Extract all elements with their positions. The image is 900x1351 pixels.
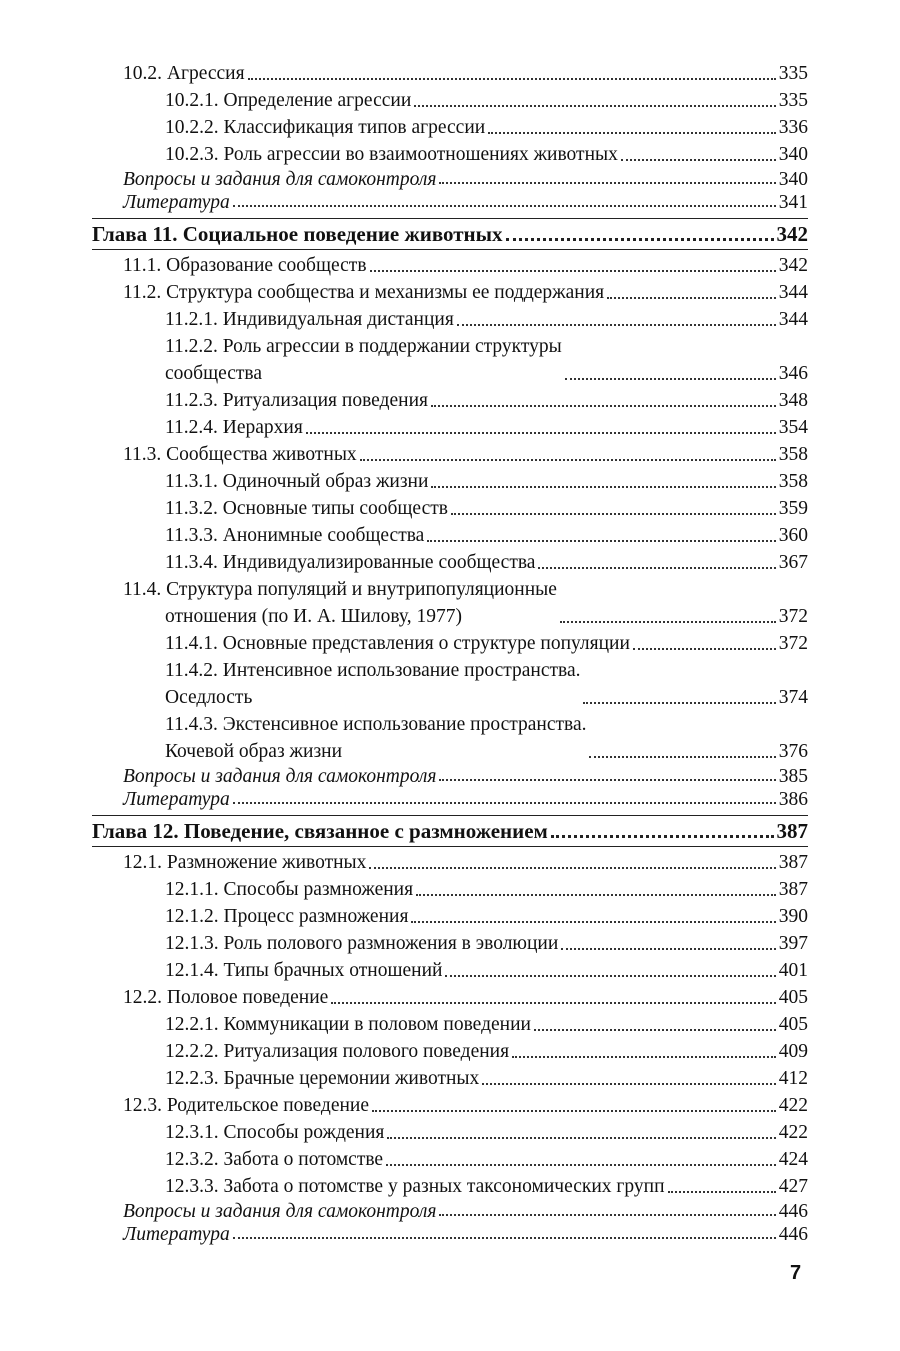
dot-leader	[372, 1110, 776, 1112]
toc-entry-12-2-2[interactable]	[92, 1038, 808, 1065]
toc-entry-12-2-1[interactable]	[92, 1011, 808, 1038]
toc-entry-page: 344	[778, 282, 808, 303]
dot-leader	[360, 459, 776, 461]
dot-leader	[534, 1029, 776, 1031]
toc-entry-10-2-1[interactable]	[92, 87, 808, 114]
toc-entry-page: 348	[778, 390, 808, 411]
toc-entry-11-4[interactable]	[92, 576, 808, 630]
toc-entry-title	[165, 711, 586, 765]
toc-entry-page: 422	[778, 1095, 808, 1116]
toc-entry-title: Вопросы и задания для самоконтроля	[123, 1201, 437, 1222]
toc-entry-page: 409	[778, 1041, 808, 1062]
toc-entry-page: 336	[778, 117, 808, 138]
toc-entry-page: 376	[778, 741, 808, 762]
toc-entry-12-1[interactable]	[92, 849, 808, 876]
toc-entry-page: 340	[778, 169, 808, 190]
toc-entry-page: 372	[778, 633, 808, 654]
toc-entry-page: 346	[778, 363, 808, 384]
toc-entry-title: 11.1. Образование сообществ	[123, 255, 367, 276]
dot-leader	[414, 105, 775, 107]
toc-entry-12-1-1[interactable]	[92, 876, 808, 903]
dot-leader	[248, 78, 776, 80]
toc-entry-11-3-4[interactable]	[92, 549, 808, 576]
toc-entry-literature-12[interactable]	[92, 1223, 808, 1246]
toc-entry-12-2-3[interactable]	[92, 1065, 808, 1092]
toc-entry-title: 11.2. Структура сообщества и механизмы ее поддержания	[123, 282, 605, 303]
toc-entry-page: 401	[778, 960, 808, 981]
dot-leader	[488, 132, 776, 134]
toc-entry-title: 10.2.1. Определение агрессии	[165, 90, 412, 111]
toc-entry-title: 11.3.1. Одиночный образ жизни	[165, 471, 429, 492]
toc-entry-page: 422	[778, 1122, 808, 1143]
toc-entry-page: 341	[778, 192, 808, 213]
toc-entry-page: 397	[778, 933, 808, 954]
toc-entry-page: 342	[778, 255, 808, 276]
dot-leader	[331, 1002, 775, 1004]
toc-entry-11-3-1[interactable]	[92, 468, 808, 495]
toc-entry-11-3-3[interactable]	[92, 522, 808, 549]
toc-entry-questions-11[interactable]	[92, 765, 808, 788]
toc-entry-10-2-2[interactable]	[92, 114, 808, 141]
toc-chapter-12[interactable]	[92, 815, 808, 847]
toc-entry-title: 12.1.1. Способы размножения	[165, 879, 414, 900]
toc-entry-title: 10.2.2. Классификация типов агрессии	[165, 117, 486, 138]
dot-leader	[445, 975, 775, 977]
toc-entry-title: 10.2.3. Роль агрессии во взаимоотношениях животных	[165, 144, 618, 165]
toc-entry-page: 340	[778, 144, 808, 165]
dot-leader	[565, 378, 776, 380]
dot-leader	[512, 1056, 776, 1058]
dot-leader	[369, 867, 775, 869]
toc-entry-title	[123, 576, 557, 630]
toc-entry-title: 10.2. Агрессия	[123, 63, 245, 84]
toc-entry-title-line2: Оседлость	[165, 687, 253, 708]
toc-chapter-page: 387	[776, 819, 808, 843]
toc-entry-title: Вопросы и задания для самоконтроля	[123, 169, 437, 190]
toc-chapter-title: Глава 11. Социальное поведение животных	[92, 222, 503, 246]
toc-entry-12-1-3[interactable]	[92, 930, 808, 957]
toc-entry-page: 446	[778, 1201, 808, 1222]
toc-entry-title: 12.3. Родительское поведение	[123, 1095, 370, 1116]
toc-entry-title-line1: 11.4. Структура популяций и внутрипопуляционные	[123, 579, 557, 600]
toc-entry-12-1-2[interactable]	[92, 903, 808, 930]
toc-entry-questions-12[interactable]	[92, 1200, 808, 1223]
toc-entry-page: 344	[778, 309, 808, 330]
table-of-contents	[92, 60, 808, 1246]
toc-entry-title-line1: 11.2.2. Роль агрессии в поддержании структуры	[165, 336, 562, 357]
toc-entry-10-2-3[interactable]	[92, 141, 808, 168]
toc-entry-title: 11.3.3. Анонимные сообщества	[165, 525, 425, 546]
dot-leader	[607, 297, 776, 299]
dot-leader	[561, 948, 775, 950]
toc-entry-title: 12.3.1. Способы рождения	[165, 1122, 385, 1143]
toc-entry-title: 12.3.3. Забота о потомстве у разных таксономических групп	[165, 1176, 665, 1197]
toc-entry-11-4-1[interactable]	[92, 630, 808, 657]
dot-leader	[386, 1164, 776, 1166]
toc-entry-title: Литература	[123, 789, 230, 810]
toc-entry-12-3[interactable]	[92, 1092, 808, 1119]
toc-entry-literature-10[interactable]	[92, 191, 808, 214]
toc-entry-page: 372	[778, 606, 808, 627]
toc-entry-title-line1: 11.4.3. Экстенсивное использование пространства.	[165, 714, 587, 735]
toc-entry-title: 12.3.2. Забота о потомстве	[165, 1149, 384, 1170]
page-number: 7	[790, 1262, 802, 1284]
toc-entry-title: 12.1.3. Роль полового размножения в эволюции	[165, 933, 559, 954]
toc-entry-11-2-4[interactable]	[92, 414, 808, 441]
toc-entry-10-2[interactable]	[92, 60, 808, 87]
dot-leader	[451, 513, 776, 515]
toc-entry-page: 358	[778, 444, 808, 465]
toc-entry-page: 390	[778, 906, 808, 927]
toc-entry-page: 405	[778, 987, 808, 1008]
toc-entry-title: 12.1.4. Типы брачных отношений	[165, 960, 443, 981]
dot-leader	[506, 238, 774, 241]
toc-entry-title: Литература	[123, 1224, 230, 1245]
dot-leader	[439, 1214, 775, 1216]
toc-entry-title-line1: 11.4.2. Интенсивное использование пространства.	[165, 660, 581, 681]
toc-entry-title: 11.3. Сообщества животных	[123, 444, 357, 465]
dot-leader	[457, 324, 776, 326]
dot-leader	[411, 921, 775, 923]
dot-leader	[370, 270, 776, 272]
toc-entry-title-line2: Кочевой образ жизни	[165, 741, 343, 762]
toc-entry-title: Вопросы и задания для самоконтроля	[123, 766, 437, 787]
toc-entry-title: 11.2.3. Ритуализация поведения	[165, 390, 428, 411]
dot-leader	[439, 779, 775, 781]
toc-entry-11-1[interactable]	[92, 252, 808, 279]
dot-leader	[439, 182, 775, 184]
toc-entry-questions-10[interactable]	[92, 168, 808, 191]
toc-entry-title: 11.2.1. Индивидуальная дистанция	[165, 309, 454, 330]
toc-entry-11-2[interactable]	[92, 279, 808, 306]
toc-entry-11-2-2[interactable]	[92, 333, 808, 387]
toc-chapter-11[interactable]	[92, 218, 808, 250]
dot-leader	[306, 432, 776, 434]
dot-leader	[482, 1083, 776, 1085]
dot-leader	[416, 894, 776, 896]
toc-entry-title-line2: отношения (по И. А. Шилову, 1977)	[165, 606, 462, 627]
dot-leader	[427, 540, 775, 542]
toc-entry-page: 412	[778, 1068, 808, 1089]
toc-entry-11-3-2[interactable]	[92, 495, 808, 522]
toc-entry-page: 387	[778, 879, 808, 900]
toc-entry-title	[165, 333, 562, 387]
toc-entry-title: 12.2. Половое поведение	[123, 987, 329, 1008]
dot-leader	[233, 205, 776, 207]
toc-entry-12-3-2[interactable]	[92, 1146, 808, 1173]
toc-entry-title: 12.1.2. Процесс размножения	[165, 906, 409, 927]
toc-entry-title: 12.1. Размножение животных	[123, 852, 367, 873]
toc-entry-page: 424	[778, 1149, 808, 1170]
toc-entry-page: 385	[778, 766, 808, 787]
dot-leader	[387, 1137, 775, 1139]
toc-entry-page: 374	[778, 687, 808, 708]
toc-entry-page: 386	[778, 789, 808, 810]
dot-leader	[668, 1191, 776, 1193]
toc-entry-12-2[interactable]	[92, 984, 808, 1011]
toc-entry-page: 360	[778, 525, 808, 546]
dot-leader	[621, 159, 776, 161]
toc-entry-11-4-3[interactable]	[92, 711, 808, 765]
toc-entry-11-3[interactable]	[92, 441, 808, 468]
toc-entry-title	[165, 657, 580, 711]
toc-entry-title: 12.2.2. Ритуализация полового поведения	[165, 1041, 510, 1062]
dot-leader	[560, 621, 776, 623]
dot-leader	[633, 648, 776, 650]
toc-entry-page: 358	[778, 471, 808, 492]
toc-entry-page: 405	[778, 1014, 808, 1035]
toc-entry-title: 12.2.3. Брачные церемонии животных	[165, 1068, 480, 1089]
toc-entry-page: 359	[778, 498, 808, 519]
toc-entry-title: 11.4.1. Основные представления о структуре популяции	[165, 633, 630, 654]
dot-leader	[233, 1237, 776, 1239]
dot-leader	[589, 756, 775, 758]
dot-leader	[233, 802, 776, 804]
toc-entry-page: 446	[778, 1224, 808, 1245]
toc-entry-11-2-3[interactable]	[92, 387, 808, 414]
toc-entry-title-line2: сообщества	[165, 363, 263, 384]
toc-entry-page: 354	[778, 417, 808, 438]
dot-leader	[431, 486, 775, 488]
toc-chapter-title: Глава 12. Поведение, связанное с размножением	[92, 819, 548, 843]
dot-leader	[431, 405, 776, 407]
dot-leader	[583, 702, 775, 704]
toc-entry-page: 387	[778, 852, 808, 873]
toc-entry-11-4-2[interactable]	[92, 657, 808, 711]
toc-entry-page: 367	[778, 552, 808, 573]
toc-entry-title: 11.3.2. Основные типы сообществ	[165, 498, 448, 519]
toc-entry-title: 11.3.4. Индивидуализированные сообщества	[165, 552, 536, 573]
toc-entry-12-3-3[interactable]	[92, 1173, 808, 1200]
toc-entry-title: 11.2.4. Иерархия	[165, 417, 303, 438]
toc-entry-page: 335	[778, 90, 808, 111]
toc-entry-title: 12.2.1. Коммуникации в половом поведении	[165, 1014, 531, 1035]
toc-entry-page: 427	[778, 1176, 808, 1197]
toc-entry-11-2-1[interactable]	[92, 306, 808, 333]
toc-entry-12-3-1[interactable]	[92, 1119, 808, 1146]
dot-leader	[551, 835, 774, 838]
dot-leader	[538, 567, 775, 569]
toc-entry-12-1-4[interactable]	[92, 957, 808, 984]
toc-entry-literature-11[interactable]	[92, 788, 808, 811]
toc-chapter-page: 342	[776, 222, 808, 246]
toc-entry-title: Литература	[123, 192, 230, 213]
toc-entry-page: 335	[778, 63, 808, 84]
